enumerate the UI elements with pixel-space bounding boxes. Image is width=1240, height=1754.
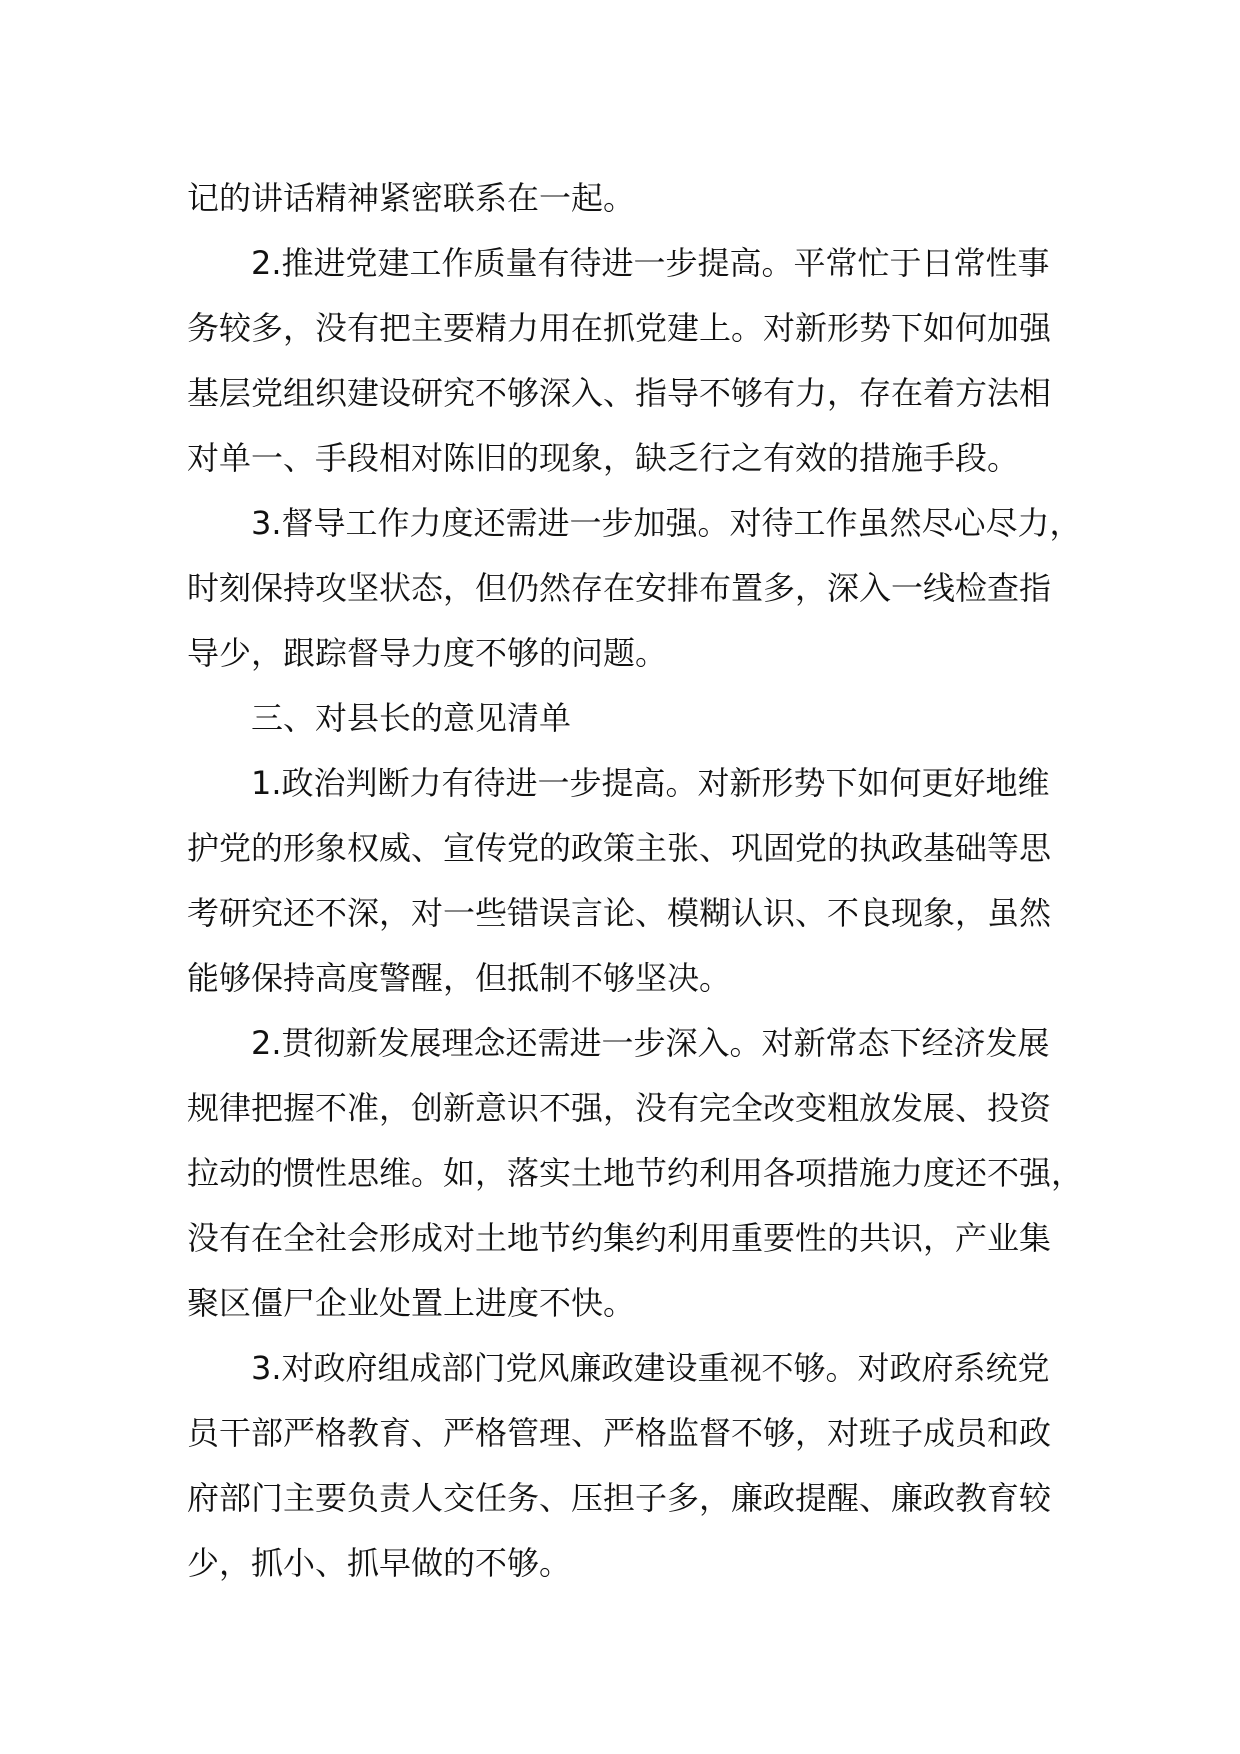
text-line: 少，抓小、抓早做的不够。 — [187, 1544, 572, 1582]
text-line: 1.政治判断力有待进一步提高。对新形势下如何更好地维 — [251, 764, 1050, 802]
text-line: 府部门主要负责人交任务、压担子多，廉政提醒、廉政教育较 — [187, 1479, 1052, 1517]
text-line: 导少，跟踪督导力度不够的问题。 — [187, 634, 668, 672]
text-line: 3.督导工作力度还需进一步加强。对待工作虽然尽心尽力， — [251, 504, 1082, 542]
text-line: 基层党组织建设研究不够深入、指导不够有力，存在着方法相 — [187, 374, 1052, 412]
text-line: 2.推进党建工作质量有待进一步提高。平常忙于日常性事 — [251, 244, 1050, 282]
document-body — [187, 166, 1084, 1596]
text-line: 务较多，没有把主要精力用在抓党建上。对新形势下如何加强 — [187, 309, 1052, 347]
text-line: 对单一、手段相对陈旧的现象，缺乏行之有效的措施手段。 — [187, 439, 1020, 477]
text-line: 没有在全社会形成对土地节约集约利用重要性的共识，产业集 — [187, 1219, 1052, 1257]
text-line: 拉动的惯性思维。如，落实土地节约利用各项措施力度还不强， — [187, 1154, 1084, 1192]
text-line: 2.贯彻新发展理念还需进一步深入。对新常态下经济发展 — [251, 1024, 1050, 1062]
text-line: 记的讲话精神紧密联系在一起。 — [187, 179, 636, 217]
text-line: 员干部严格教育、严格管理、严格监督不够，对班子成员和政 — [187, 1414, 1052, 1452]
text-line: 3.对政府组成部门党风廉政建设重视不够。对政府系统党 — [251, 1349, 1050, 1387]
text-line: 考研究还不深，对一些错误言论、模糊认识、不良现象，虽然 — [187, 894, 1052, 932]
section-heading: 三、对县长的意见清单 — [251, 699, 572, 737]
text-line: 聚区僵尸企业处置上进度不快。 — [187, 1284, 636, 1322]
text-line: 规律把握不准，创新意识不强，没有完全改变粗放发展、投资 — [187, 1089, 1052, 1127]
text-line: 能够保持高度警醒，但抵制不够坚决。 — [187, 959, 732, 997]
text-line: 时刻保持攻坚状态，但仍然存在安排布置多，深入一线检查指 — [187, 569, 1052, 607]
text-line: 护党的形象权威、宣传党的政策主张、巩固党的执政基础等思 — [187, 829, 1052, 867]
